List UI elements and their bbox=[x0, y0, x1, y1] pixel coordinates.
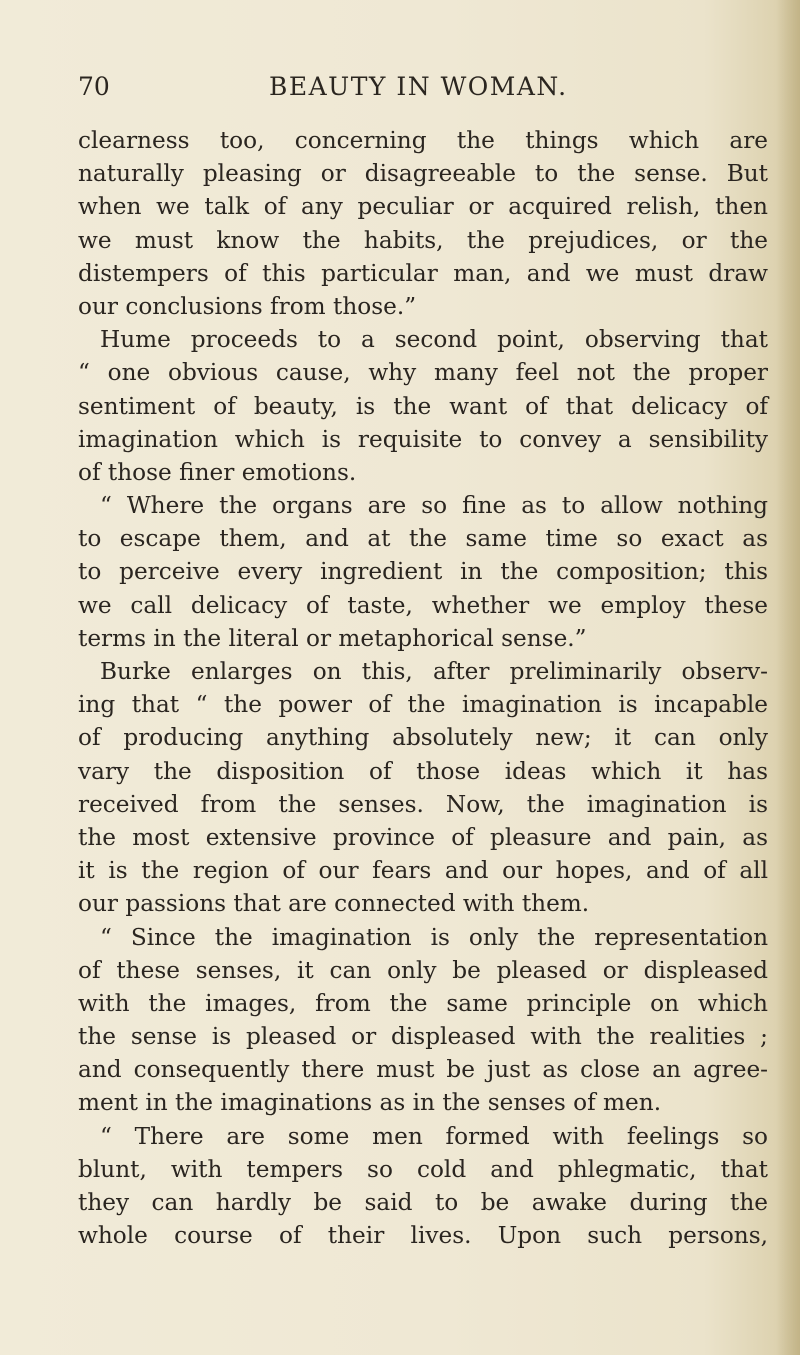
text-line: when we talk of any peculiar or acquired relish, then bbox=[78, 193, 768, 221]
text-line: to perceive every ingredient in the composition; this bbox=[78, 558, 768, 586]
text-line: ment in the imaginations as in the senses of men. bbox=[78, 1089, 662, 1117]
text-line: distempers of this particular man, and we must draw bbox=[78, 259, 768, 287]
text-line: and consequently there must be just as close an agree- bbox=[78, 1056, 768, 1084]
text-line: Hume proceeds to a second point, observing that bbox=[100, 326, 768, 354]
text-line: “ one obvious cause, why many feel not the proper bbox=[78, 359, 768, 387]
text-line: it is the region of our fears and our hopes, and of all bbox=[78, 857, 768, 885]
text-line: received from the senses. Now, the imagination is bbox=[78, 790, 768, 818]
text-line: the sense is pleased or displeased with the realities ; bbox=[78, 1023, 768, 1051]
text-line: imagination which is requisite to convey a sensibility bbox=[78, 425, 768, 453]
text-line: vary the disposition of those ideas which it has bbox=[78, 757, 768, 785]
text-line: “ Where the organs are so fine as to allow nothing bbox=[100, 492, 768, 520]
text-line: they can hardly be said to be awake during the bbox=[78, 1189, 768, 1216]
text-line: terms in the literal or metaphorical sense.” bbox=[78, 624, 587, 652]
text-line: of producing anything absolutely new; it can only bbox=[78, 724, 768, 752]
text-line: “ Since the imagination is only the representation bbox=[100, 923, 768, 951]
text-line: whole course of their lives. Upon such persons, bbox=[78, 1222, 768, 1250]
text-line: blunt, with tempers so cold and phlegmatic, that bbox=[78, 1155, 768, 1183]
text-line: we call delicacy of taste, whether we employ these bbox=[78, 591, 768, 619]
page-header bbox=[78, 72, 768, 112]
text-line: naturally pleasing or disagreeable to the sense. But bbox=[78, 160, 768, 188]
text-line: of those finer emotions. bbox=[78, 458, 357, 486]
text-line: Burke enlarges on this, after preliminarily observ- bbox=[100, 658, 768, 685]
text-line: we must know the habits, the prejudices, or the bbox=[78, 226, 768, 254]
text-line: clearness too, concerning the things which are bbox=[78, 127, 768, 154]
page-number: 70 bbox=[78, 72, 110, 101]
text-line: our conclusions from those.” bbox=[78, 292, 417, 320]
text-line: with the images, from the same principle on which bbox=[78, 989, 768, 1017]
text-line: “ There are some men formed with feelings so bbox=[100, 1122, 768, 1150]
text-line: our passions that are connected with them. bbox=[78, 890, 590, 918]
page-edge-shadow bbox=[776, 0, 800, 1355]
text-line: to escape them, and at the same time so exact as bbox=[78, 525, 768, 553]
text-line: sentiment of beauty, is the want of that delicacy of bbox=[78, 392, 768, 420]
running-head: BEAUTY IN WOMAN. bbox=[269, 72, 568, 101]
body-text bbox=[78, 124, 768, 1252]
text-line: the most extensive province of pleasure and pain, as bbox=[78, 823, 768, 851]
text-line: of these senses, it can only be pleased or displeased bbox=[78, 956, 768, 984]
text-line: ing that “ the power of the imagination is incapable bbox=[78, 691, 768, 719]
